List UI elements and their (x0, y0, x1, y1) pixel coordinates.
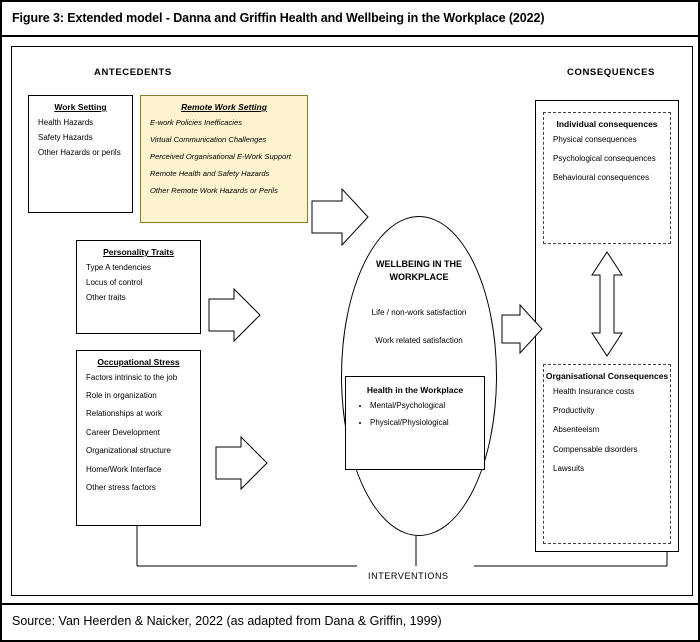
list-item: Home/Work Interface (86, 464, 162, 474)
diagram-canvas (11, 46, 693, 596)
list-item: Absenteeism (553, 425, 600, 435)
box-remote-work-setting-title: Remote Work Setting (181, 102, 267, 112)
figure-source: Source: Van Heerden & Naicker, 2022 (as adapted from Dana & Griffin, 1999) (12, 614, 442, 628)
arrow-wellbeing-to-consequences (502, 305, 542, 353)
list-item: Other traits (86, 293, 126, 303)
header-consequences: CONSEQUENCES (567, 67, 655, 78)
list-item: Career Development (86, 427, 160, 437)
list-item: • Mental/Psychological (370, 402, 484, 410)
arrow-double-consequences (592, 252, 622, 356)
figure-title: Figure 3: Extended model - Danna and Griffin Health and Wellbeing in the Workplace (2022) (12, 11, 545, 25)
box-work-setting-title: Work Setting (54, 102, 107, 112)
source-divider (2, 603, 700, 605)
list-item: Health Insurance costs (553, 386, 635, 396)
list-item: Lawsuits (553, 464, 585, 474)
list-item: Behavioural consequences (553, 173, 650, 183)
list-item: E-work Policies Inefficacies (150, 117, 243, 127)
list-item: Productivity (553, 406, 595, 416)
list-item: Remote Health and Safety Hazards (150, 168, 270, 178)
list-item: Relationships at work (86, 409, 163, 419)
box-occupational-stress-title: Occupational Stress (97, 357, 180, 367)
list-item: Locus of control (86, 278, 143, 288)
box-individual-consequences-title: Individual consequences (556, 119, 658, 129)
list-item: Psychological consequences (553, 154, 656, 164)
list-item: Physical consequences (553, 134, 637, 144)
wellbeing-title: WELLBEING IN THE WORKPLACE (376, 259, 462, 282)
box-organisational-consequences-title: Organisational Consequences (545, 371, 669, 381)
header-antecedents: ANTECEDENTS (94, 67, 172, 78)
list-item: Health Hazards (38, 117, 94, 127)
arrow-personality-to-wellbeing (209, 289, 260, 341)
list-item: • Physical/Physiological (370, 419, 484, 427)
list-item: Type A tendencies (86, 262, 151, 272)
box-health-in-the-workplace-title: Health in the Workplace (366, 385, 464, 395)
list-item: Factors intrinsic to the job (86, 372, 178, 382)
wellbeing-life-satisfaction: Life / non-work satisfaction (371, 308, 467, 317)
list-item: Perceived Organisational E-Work Support (150, 151, 291, 161)
list-item: Other Hazards or perils (38, 148, 121, 158)
list-item: Role in organization (86, 391, 157, 401)
wellbeing-work-satisfaction: Work related satisfaction (375, 336, 463, 345)
title-divider (2, 35, 700, 37)
label-interventions: INTERVENTIONS (368, 571, 449, 581)
list-item: Safety Hazards (38, 133, 93, 143)
list-item: Other stress factors (86, 482, 156, 492)
list-item: Compensable disorders (553, 444, 638, 454)
list-item: Other Remote Work Hazards or Perils (150, 185, 278, 195)
diagram-arrows (12, 47, 694, 597)
arrow-antecedents-to-wellbeing (312, 189, 368, 245)
box-personality-traits-title: Personality Traits (103, 247, 174, 257)
list-item: Virtual Communication Challenges (150, 134, 267, 144)
list-item: Organizational structure (86, 446, 171, 456)
arrow-stress-to-wellbeing (216, 437, 267, 489)
